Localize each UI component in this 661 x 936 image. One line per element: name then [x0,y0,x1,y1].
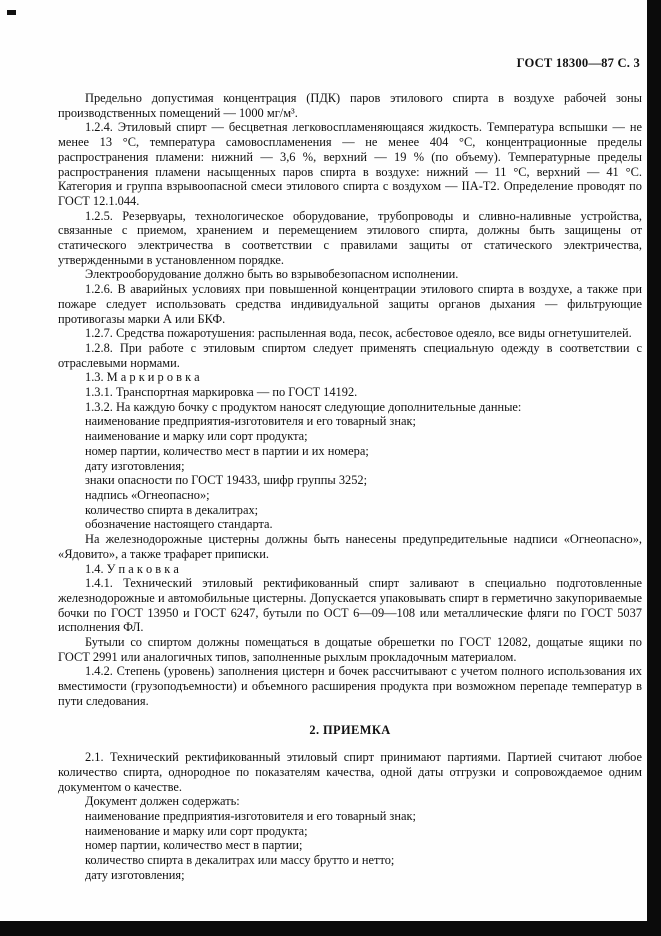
paragraph: дату изготовления; [85,867,185,882]
paragraph: 1.4. У п а к о в к а [85,561,179,576]
paragraph: количество спирта в декалитрах; [85,502,259,517]
paragraph: наименование предприятия-изготовителя и его товарный знак; [85,414,416,429]
paragraph: 1.3.2. На каждую бочку с продуктом наносят следующие дополнительные данные: [85,399,522,414]
paragraph: Электрооборудование должно быть во взрывобезопасном исполнении. [85,267,459,282]
paragraph: 1.4.2. Степень (уровень) заполнения цистерн и бочек рассчитывают с учетом полного использования их вместимости (грузоподъемности) и объемного расширения продукта при возможном перепаде температур в пути следования. [58,664,642,708]
paragraph: наименование предприятия-изготовителя и его товарный знак; [85,809,416,824]
paragraph: Предельно допустимая концентрация (ПДК) паров этилового спирта в воздухе рабочей зоны производственных помещений — 1000 мг/м³. [58,91,642,120]
paragraph: знаки опасности по ГОСТ 19433, шифр группы 3252; [85,473,368,488]
section-heading: 2. ПРИЕМКА [309,722,391,737]
paragraph: 2.1. Технический ректификованный этиловый спирт принимают партиями. Партией считают любое количество спирта, однородное по показателям качества, одной даты отгрузки и сопровождаемое одним документом о качестве. [58,750,642,794]
scan-edge-bottom [0,921,661,936]
paragraph: 1.3. М а р к и р о в к а [85,370,200,385]
scan-corner-mark [7,10,16,15]
paragraph: надпись «Огнеопасно»; [85,487,210,502]
paragraph: наименование и марку или сорт продукта; [85,823,308,838]
paragraph: Документ должен содержать: [85,794,240,809]
paragraph: обозначение настоящего стандарта. [85,517,273,532]
paragraph: 1.2.4. Этиловый спирт — бесцветная легковоспламеняющаяся жидкость. Температура вспышки — не менее 13 °С, температура самовоспламенения — не менее 404 °С, концентрационные пределы распространения пламени: нижний — 3,6 %, верхний — 19 % (по объему). Температурные пределы распространения пламени насыщенных паров спирта в воздухе: нижний — 11 °С, верхний — 41 °С. Категория и группа взрывоопасной смеси этилового спирта с воздухом — IIА-Т2. Определение проводят по ГОСТ 12.1.044. [58,120,642,208]
paragraph: На железнодорожные цистерны должны быть нанесены предупредительные надписи «Огнеопасно», «Ядовито», а также трафарет приписки. [58,532,642,561]
page-content [58,56,642,883]
document-body [58,91,642,883]
paragraph: 1.2.6. В аварийных условиях при повышенной концентрации этилового спирта в воздухе, а также при пожаре следует использовать средства индивидуальной защиты органов дыхания — фильтрующие противогазы марки А или БКФ. [58,282,642,326]
paragraph: номер партии, количество мест в партии; [85,838,303,853]
paragraph: дату изготовления; [85,458,185,473]
paragraph: номер партии, количество мест в партии и их номера; [85,443,369,458]
paragraph: Бутыли со спиртом должны помещаться в дощатые обрешетки по ГОСТ 12082, дощатые ящики по ГОСТ 2991 или аналогичных типов, заполненные рыхлым прокладочным материалом. [58,635,642,664]
paragraph: 1.4.1. Технический этиловый ректификованный спирт заливают в специально подготовленные железнодорожные и автомобильные цистерны. Допускается упаковывать спирт в герметично закупориваемые бочки по ГОСТ 13950 и ГОСТ 6247, бутыли по ОСТ 6—09—108 или металлические фляги по ГОСТ 5037 исполнения ФЛ. [58,576,642,635]
paragraph: 1.2.5. Резервуары, технологическое оборудование, трубопроводы и сливно-наливные устройства, связанные с приемом, хранением и перемещением этилового спирта, должны быть защищены от статического электричества в соответствии с правилами защиты от статического электричества, утвержденными в установленном порядке. [58,208,642,267]
paragraph: количество спирта в декалитрах или массу брутто и нетто; [85,853,395,868]
document-header: ГОСТ 18300—87 С. 3 [516,56,640,70]
paragraph: 1.3.1. Транспортная маркировка — по ГОСТ 14192. [85,385,358,400]
paragraph: 1.2.7. Средства пожаротушения: распыленная вода, песок, асбестовое одеяло, все виды огнетушителей. [85,326,632,341]
paragraph: 1.2.8. При работе с этиловым спиртом следует применять специальную одежду в соответствии с отраслевыми нормами. [58,340,642,370]
scan-edge-right [647,0,661,936]
paragraph: наименование и марку или сорт продукта; [85,429,308,444]
